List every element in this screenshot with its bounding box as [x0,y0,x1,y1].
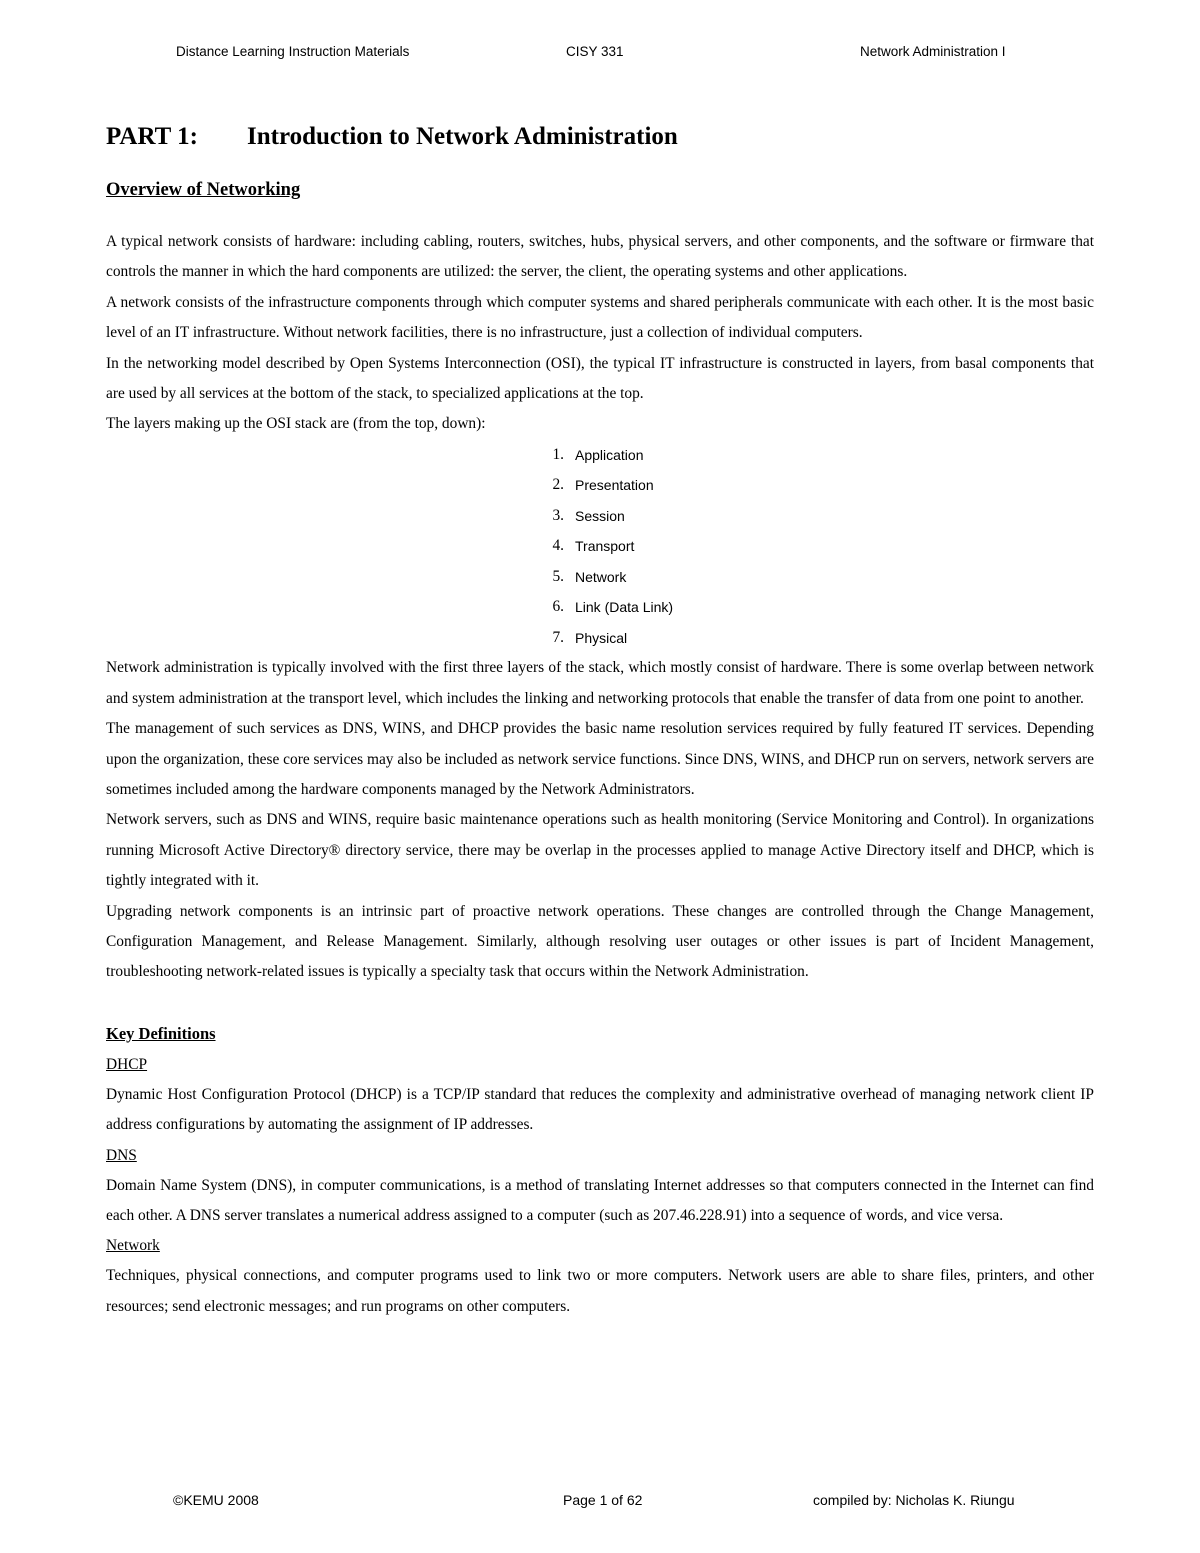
definition-text: Domain Name System (DNS), in computer communications, is a method of translating Internet addresses so that computers connected in the Internet can find each other. A DNS server translates a numerical address assigned to a computer (such as 207.46.228.91) into a sequence of words, and vice versa. [106,1176,1094,1225]
paragraph: The management of such services as DNS, WINS, and DHCP provides the basic name resolution services required by fully featured IT services. Depending upon the organization, these core services may also be included as network service functions. Since DNS, WINS, and DHCP run on servers, network servers are sometimes included among the hardware components managed by the Network Administrators. [106,720,1094,798]
footer-page-number: Page 1 of 62 [563,1492,643,1508]
osi-layer-name: Network [575,568,627,585]
list-item [106,623,1094,654]
list-number: 7. [552,628,564,646]
list-item [106,501,1094,532]
osi-layer-name: Session [575,507,625,524]
paragraph: Network administration is typically involved with the first three layers of the stack, which mostly consist of hardware. There is some overlap between network and system administration at the transport level, which includes the linking and networking protocols that enable the transfer of data from one point to another. [106,659,1094,707]
definition-text: Dynamic Host Configuration Protocol (DHCP) is a TCP/IP standard that reduces the complexity and administrative overhead of managing network client IP address configurations by automating the assignment of IP addresses. [106,1085,1094,1134]
footer-copyright: ©KEMU 2008 [173,1492,259,1508]
part-heading: Introduction to Network Administration [247,123,678,150]
paragraph: The layers making up the OSI stack are (from the top, down): [106,415,486,433]
osi-layer-list [106,440,1094,654]
footer-compiler: compiled by: Nicholas K. Riungu [813,1492,1015,1508]
list-number: 6. [552,598,564,616]
list-number: 2. [552,476,564,494]
section-heading-key-definitions: Key Definitions [106,1023,216,1043]
paragraph: Upgrading network components is an intrinsic part of proactive network operations. These changes are controlled through the Change Management, Configuration Management, and Release Management. Similarly, although resolving user outages or other issues is part of Incident Management, troubleshooting network-related issues is typically a specialty task that occurs within the Network Administration. [106,902,1094,981]
definition-term: DHCP [106,1055,148,1073]
osi-layer-name: Physical [575,629,628,646]
list-item [106,592,1094,623]
paragraph: A typical network consists of hardware: including cabling, routers, switches, hubs, physical servers, and other components, and the software or firmware that controls the manner in which the hard components are utilized: the server, the client, the operating systems and other applications. [106,233,1094,281]
definition-term: Network [106,1237,160,1255]
definition-text: Techniques, physical connections, and computer programs used to link two or more computers. Network users are able to share files, printers, and other resources; send electronic messages; and run programs on other computers. [106,1267,1094,1315]
osi-layer-name: Link (Data Link) [575,599,674,616]
header-course-code: CISY 331 [566,44,624,59]
part-number: PART 1: [106,123,198,150]
osi-layer-name: Transport [575,538,635,555]
list-number: 3. [552,506,564,524]
list-item [106,562,1094,593]
page-footer [0,1492,1200,1512]
osi-layer-name: Presentation [575,477,654,494]
list-item [106,440,1094,471]
list-item [106,470,1094,501]
paragraph: A network consists of the infrastructure components through which computer systems and shared peripherals communicate with each other. It is the most basic level of an IT infrastructure. Without network facilities, there is no infrastructure, just a collection of individual computers. [106,293,1094,342]
page-content [106,118,1094,1322]
list-item [106,531,1094,562]
definition-term: DNS [106,1146,137,1164]
paragraph: Network servers, such as DNS and WINS, require basic maintenance operations such as health monitoring (Service Monitoring and Control). In organizations running Microsoft Active Directory® directory service, there may be overlap in the processes applied to manage Active Directory itself and DHCP, which is tightly integrated with it. [106,811,1094,890]
header-course-type: Distance Learning Instruction Materials [176,44,410,59]
part-title [106,118,1094,156]
list-number: 4. [552,537,564,555]
header-course-title: Network Administration I [860,44,1006,59]
section-heading-overview: Overview of Networking [106,180,301,200]
osi-layer-name: Application [575,446,644,463]
list-number: 5. [552,567,564,585]
running-header [0,44,1200,64]
paragraph: In the networking model described by Open Systems Interconnection (OSI), the typical IT infrastructure is constructed in layers, from basal components that are used by all services at the bottom of the stack, to specialized applications at the top. [106,354,1094,403]
list-number: 1. [552,445,564,463]
